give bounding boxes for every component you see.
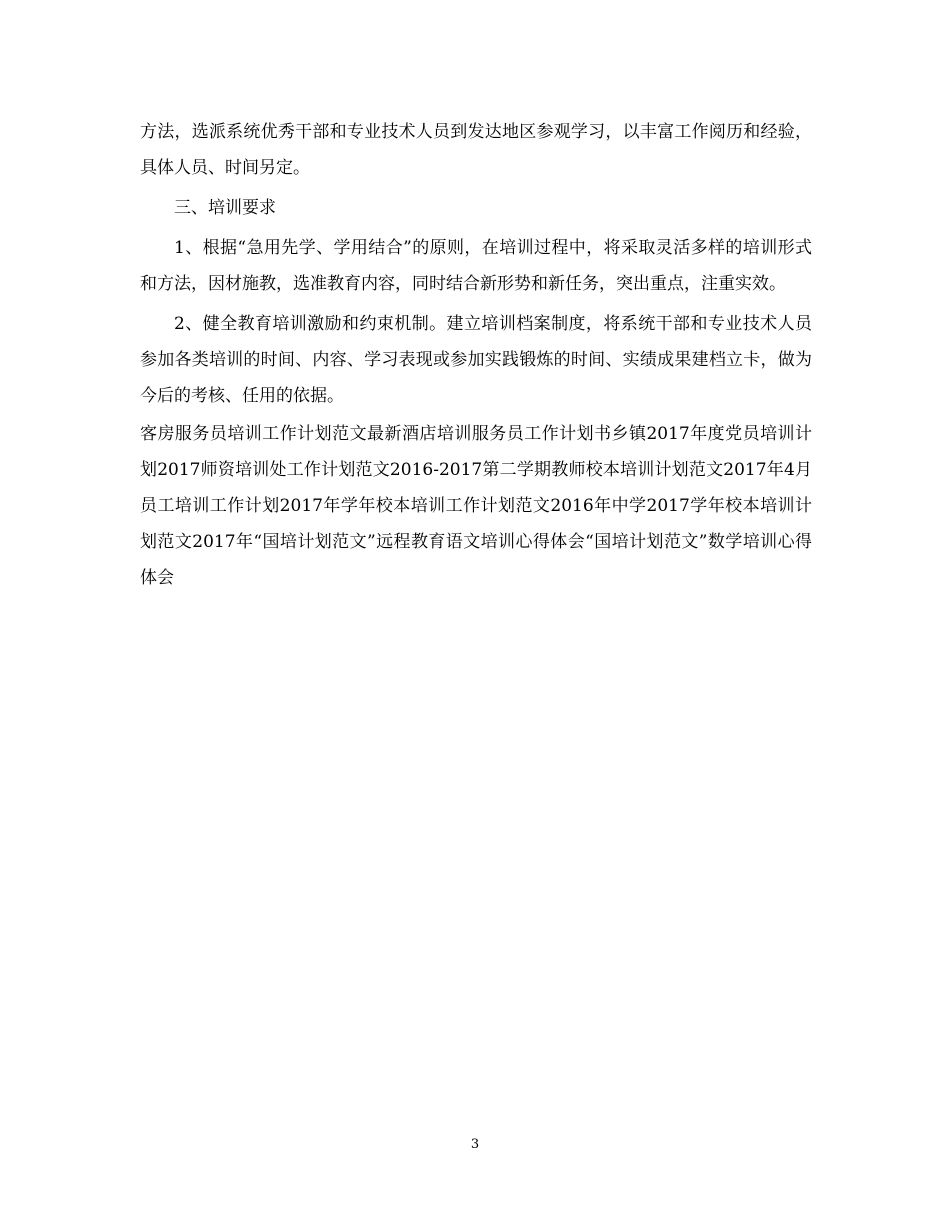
section-heading: 三、培训要求 (174, 198, 276, 218)
requirement-item-1: 1、根据“急用先学、学用结合”的原则，在培训过程中，将采取灵活多样的培训形式和方法，因材施教，选准教育内容，同时结合新形势和新任务，突出重点，注重实效。 (140, 238, 812, 294)
related-articles-links[interactable]: 客房服务员培训工作计划范文最新酒店培训服务员工作计划书乡镇2017年度党员培训计划2017师资培训处工作计划范文2016-2017第二学期教师校本培训计划范文2017年4月员工培训工作计划2017年学年校本培训工作计划范文2016年中学2017学年校本培训计划范文2017年“国培计划范文”远程教育语文培训心得体会“国培计划范文”数学培训心得体会 (140, 424, 812, 588)
page-number: 3 (470, 1137, 480, 1152)
requirement-item-2: 2、健全教育培训激励和约束机制。建立培训档案制度，将系统干部和专业技术人员参加各类培训的时间、内容、学习表现或参加实践锻炼的时间、实绩成果建档立卡，做为今后的考核、任用的依据。 (140, 314, 812, 406)
document-body (140, 114, 812, 596)
paragraph-continuation: 方法，选派系统优秀干部和专业技术人员到发达地区参观学习，以丰富工作阅历和经验，具体人员、时间另定。 (140, 122, 812, 178)
